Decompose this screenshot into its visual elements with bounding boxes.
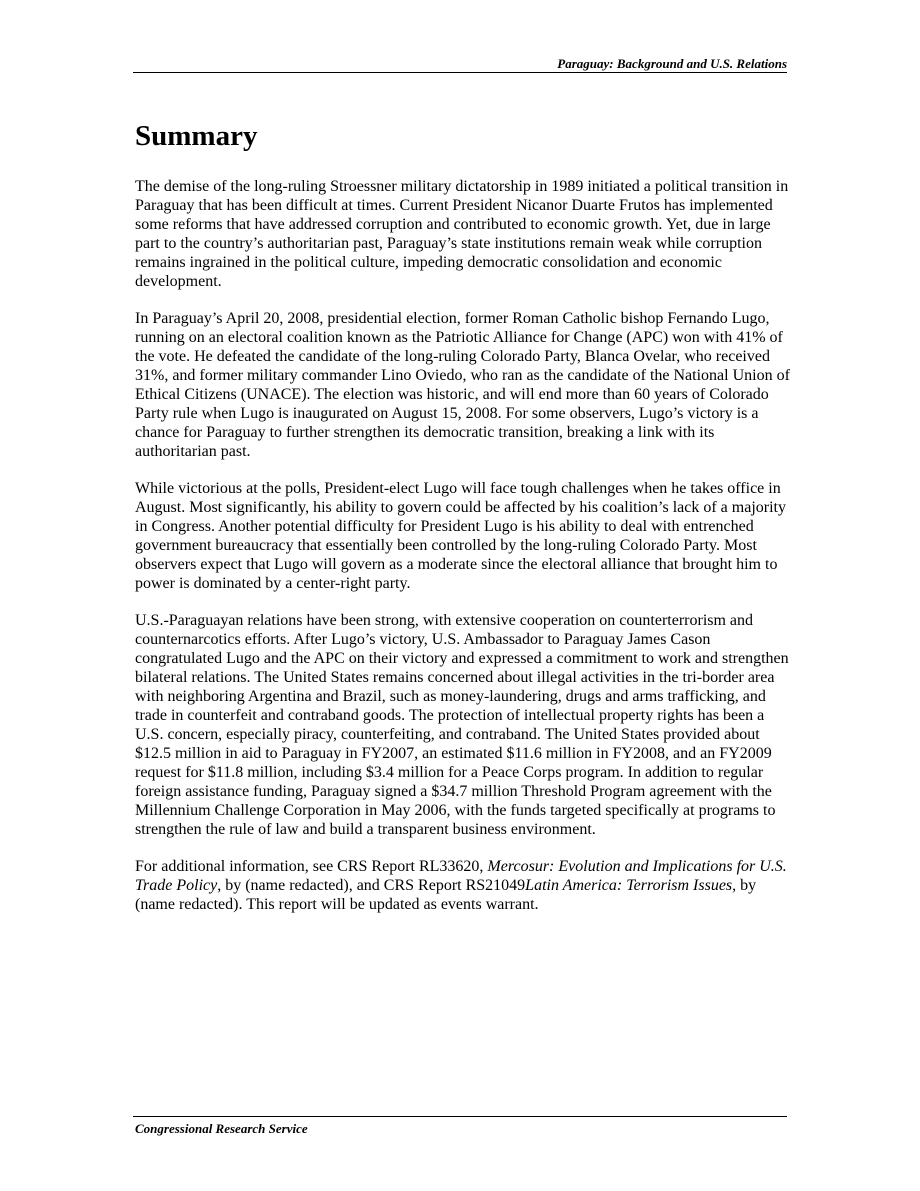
page-title: Summary: [135, 120, 258, 152]
paragraph-1: The demise of the long-ruling Stroessner military dictatorship in 1989 initiated a political transition in Paraguay that has been difficult at times. Current President Nicanor Duarte Frutos has implemented some reforms that have addressed corruption and contributed to economic growth. Yet, due in large part to the country’s authoritarian past, Paraguay’s state institutions remain weak while corruption remains ingrained in the political culture, impeding democratic consolidation and economic development.: [135, 178, 789, 290]
paragraph-5-text-1: For additional information, see CRS Report RL33620,: [135, 858, 488, 875]
paragraph-5-text-2: , by (name redacted), and CRS Report RS21049: [217, 877, 526, 894]
header-rule: [133, 72, 787, 73]
summary-body: [135, 177, 795, 932]
footer-rule: [133, 1116, 787, 1117]
footer-label: Congressional Research Service: [135, 1121, 308, 1136]
paragraph-5: [135, 857, 795, 914]
paragraph-2: In Paraguay’s April 20, 2008, presidential election, former Roman Catholic bishop Fernando Lugo, running on an electoral coalition known as the Patriotic Alliance for Change (APC) won with 41% of the vote. He defeated the candidate of the long-ruling Colorado Party, Blanca Ovelar, who received 31%, and former military commander Lino Oviedo, who ran as the candidate of the National Union of Ethical Citizens (UNACE). The election was historic, and will end more than 60 years of Colorado Party rule when Lugo is inaugurated on August 15, 2008. For some observers, Lugo’s victory is a chance for Paraguay to further strengthen its democratic transition, breaking a link with its authoritarian past.: [135, 310, 790, 460]
running-header: Paraguay: Background and U.S. Relations: [557, 56, 787, 71]
report-title-mercosur: Mercosur: Evolution and Implications for U.S. Trade Policy: [135, 858, 787, 894]
paragraph-5-text-3: , by (name redacted). This report will be updated as events warrant.: [135, 877, 757, 913]
report-title-terrorism: Latin America: Terrorism Issues: [525, 877, 733, 894]
paragraph-4: U.S.-Paraguayan relations have been strong, with extensive cooperation on counterterrorism and counternarcotics efforts. After Lugo’s victory, U.S. Ambassador to Paraguay James Cason congratulated Lugo and the APC on their victory and expressed a commitment to work and strengthen bilateral relations. The United States remains concerned about illegal activities in the tri-border area with neighboring Argentina and Brazil, such as money-laundering, drugs and arms trafficking, and trade in counterfeit and contraband goods. The protection of intellectual property rights has been a U.S. concern, especially piracy, counterfeiting, and contraband. The United States provided about $12.5 million in aid to Paraguay in FY2007, an estimated $11.6 million in FY2008, and an FY2009 request for $11.8 million, including $3.4 million for a Peace Corps program. In addition to regular foreign assistance funding, Paraguay signed a $34.7 million Threshold Program agreement with the Millennium Challenge Corporation in May 2006, with the funds targeted specifically at programs to strengthen the rule of law and build a transparent business environment.: [135, 612, 789, 838]
paragraph-3: While victorious at the polls, President-elect Lugo will face tough challenges when he takes office in August. Most significantly, his ability to govern could be affected by his coalition’s lack of a majority in Congress. Another potential difficulty for President Lugo is his ability to deal with entrenched government bureaucracy that essentially been controlled by the long-ruling Colorado Party. Most observers expect that Lugo will govern as a moderate since the electoral alliance that brought him to power is dominated by a center-right party.: [135, 480, 786, 592]
